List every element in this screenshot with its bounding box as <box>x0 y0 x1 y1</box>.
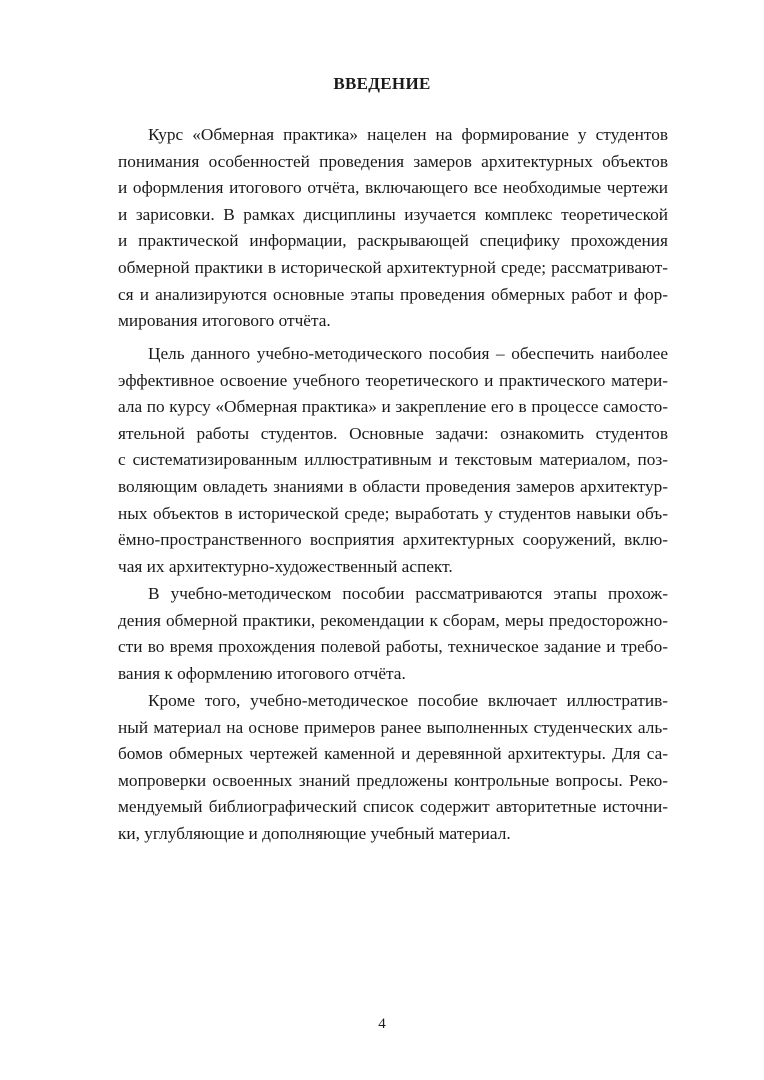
page-title: ВВЕДЕНИЕ <box>333 74 431 93</box>
text-line: вания к оформлению итогового отчёта. <box>118 663 406 683</box>
text-line: дения обмерной практики, рекомендации к сборам, меры предосторожно- <box>118 610 668 630</box>
paragraph-intro <box>118 122 668 335</box>
text-line: Кроме того, учебно-методическое пособие включает иллюстратив- <box>148 691 668 710</box>
text-line: и оформления итогового отчёта, включающего все необходимые чертежи <box>118 178 668 198</box>
text-line: Курс «Обмерная практика» нацелен на формирование у студентов <box>148 125 668 144</box>
text-line: понимания особенностей проведения замеров архитектурных объектов <box>118 151 668 171</box>
text-line: и зарисовки. В рамках дисциплины изучается комплекс теоретической <box>118 204 668 224</box>
text-line: ных объектов в исторической среде; выработать у студентов навыки объ- <box>118 503 668 523</box>
text-line: воляющим овладеть знаниями в области проведения замеров архитектур- <box>118 476 668 496</box>
paragraph-goal <box>118 341 668 580</box>
text-line: В учебно-методическом пособии рассматриваются этапы прохож- <box>148 584 668 603</box>
paragraph-contents <box>118 581 668 687</box>
paragraph-materials <box>118 688 668 848</box>
text-line: обмерной практики в исторической архитектурной среде; рассматривают- <box>118 257 668 277</box>
text-line: эффективное освоение учебного теоретического и практического матери- <box>118 370 668 390</box>
text-line: с систематизированным иллюстративным и текстовым материалом, поз- <box>118 450 668 470</box>
page-number: 4 <box>378 1016 386 1032</box>
text-line: ки, углубляющие и дополняющие учебный материал. <box>118 823 511 843</box>
text-line: ятельной работы студентов. Основные задачи: ознакомить студентов <box>118 423 668 443</box>
text-line: Цель данного учебно-методического пособия – обеспечить наиболее <box>148 344 668 363</box>
text-line: ся и анализируются основные этапы проведения обмерных работ и фор- <box>118 284 668 304</box>
text-line: бомов обмерных чертежей каменной и деревянной архитектуры. Для са- <box>118 744 668 764</box>
text-line: и практической информации, раскрывающей специфику прохождения <box>118 231 668 251</box>
text-line: ный материал на основе примеров ранее выполненных студенческих аль- <box>118 717 668 737</box>
text-line: мопроверки освоенных знаний предложены контрольные вопросы. Реко- <box>118 770 668 790</box>
text-line: ала по курсу «Обмерная практика» и закрепление его в процессе самосто- <box>118 397 668 417</box>
text-line: мендуемый библиографический список содержит авторитетные источни- <box>118 797 668 817</box>
text-line: чая их архитектурно-художественный аспект. <box>118 556 453 576</box>
text-line: сти во время прохождения полевой работы, техническое задание и требо- <box>118 637 668 657</box>
text-line: ёмно-пространственного восприятия архитектурных сооружений, вклю- <box>118 530 668 550</box>
text-line: мирования итогового отчёта. <box>118 311 331 331</box>
